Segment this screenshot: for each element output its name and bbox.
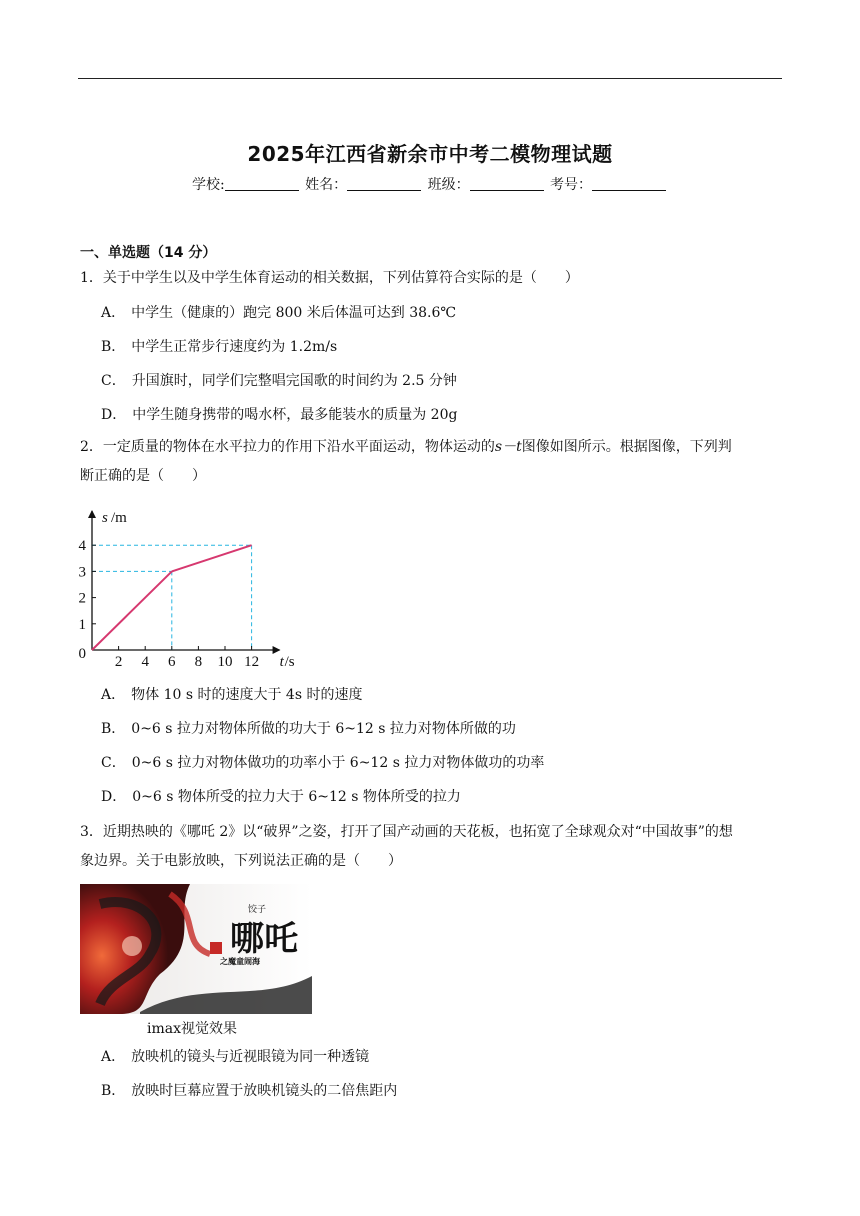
y-tick-label: 3 — [78, 564, 86, 581]
data-segment-1 — [172, 545, 252, 571]
x-tick-label: 12 — [244, 654, 260, 670]
option-text: 物体 10 s 时的速度大于 4s 时的速度 — [131, 687, 363, 703]
header-rule — [78, 78, 782, 79]
question-2-option-a — [101, 685, 362, 705]
option-letter: C． — [101, 755, 126, 771]
option-text: 放映机的镜头与近视眼镜为同一种透镜 — [131, 1049, 370, 1065]
poster-seal — [210, 942, 222, 954]
chart-layer — [79, 510, 295, 670]
question-2-option-b — [101, 719, 516, 739]
option-letter: D． — [101, 789, 127, 805]
question-1-option-a — [101, 303, 456, 323]
question-3-stem-line2: 象边界。关于电影放映，下列说法正确的是（ ） — [80, 853, 402, 869]
option-text: 0~6 s 拉力对物体所做的功大于 6~12 s 拉力对物体所做的功 — [131, 721, 516, 737]
option-text: 中学生（健康的）跑完 800 米后体温可达到 38.6℃ — [131, 305, 457, 321]
class-blank[interactable] — [470, 176, 544, 191]
y-axis-unit: /m — [111, 510, 127, 526]
poster-subtitle: 之魔童闹海 — [220, 957, 260, 966]
st-graph — [76, 502, 306, 672]
name-label: 姓名： — [305, 177, 348, 193]
question-2-stem-part1: 2．一定质量的物体在水平拉力的作用下沿水平面运动，物体运动的 — [80, 439, 495, 455]
question-2-option-d — [101, 787, 461, 807]
option-letter: B． — [101, 721, 126, 737]
question-2-stem-line2: 断正确的是（ ） — [80, 468, 206, 484]
school-label: 学校: — [191, 177, 225, 193]
section-title: 一、单选题（14 分） — [80, 245, 217, 261]
question-2-stem — [80, 433, 782, 491]
option-letter: B． — [101, 1083, 126, 1099]
class-label: 班级： — [427, 177, 470, 193]
name-blank[interactable] — [347, 176, 421, 191]
image-caption: imax视觉效果 — [147, 1021, 237, 1037]
question-1-option-b — [101, 337, 337, 357]
question-3-stem — [80, 818, 782, 876]
x-tick-label: 8 — [194, 654, 203, 670]
movie-poster-image — [80, 884, 312, 1014]
question-3-option-b — [101, 1081, 397, 1101]
option-letter: B． — [101, 339, 126, 355]
option-letter: C． — [101, 373, 126, 389]
poster-author: 饺子 — [248, 905, 267, 915]
exam-number-label: 考号： — [550, 177, 593, 193]
option-letter: A． — [101, 687, 126, 703]
question-3-option-a — [101, 1047, 369, 1067]
exam-number-blank[interactable] — [592, 176, 666, 191]
option-text: 中学生随身携带的喝水杯，最多能装水的质量为 20g — [132, 407, 458, 423]
poster-title: 哪吒 — [230, 919, 298, 959]
option-letter: D． — [101, 407, 127, 423]
question-1-stem: 1．关于中学生以及中学生体育运动的相关数据，下列估算符合实际的是（ ） — [80, 270, 579, 286]
school-blank[interactable] — [225, 176, 299, 191]
option-text: 升国旗时，同学们完整唱完国歌的时间约为 2.5 分钟 — [131, 373, 457, 389]
option-text: 放映时巨幕应置于放映机镜头的二倍焦距内 — [131, 1083, 398, 1099]
x-tick-label: 4 — [141, 654, 149, 670]
option-letter: A． — [101, 1049, 126, 1065]
y-tick-label: 2 — [78, 590, 86, 607]
x-tick-label: 2 — [114, 654, 123, 670]
option-text: 0~6 s 拉力对物体做功的功率小于 6~12 s 拉力对物体做功的功率 — [131, 755, 545, 771]
question-2-stem-part2: 图像如图所示。根据图像，下列判 — [521, 439, 732, 455]
question-1-option-d — [101, 405, 457, 425]
x-axis-unit: /s — [284, 654, 295, 670]
page-title: 2025年江西省新余市中考二模物理试题 — [247, 142, 613, 166]
question-2-stem-math: s－t — [494, 439, 522, 455]
poster-face — [122, 936, 142, 956]
y-tick-label: 1 — [78, 616, 86, 633]
origin-label: 0 — [78, 646, 86, 662]
student-info-line — [0, 174, 860, 194]
question-3-stem-line1: 3．近期热映的《哪吒 2》以“破界”之姿，打开了国产动画的天花板，也拓宽了全球观众对“中国故事”的想 — [80, 824, 733, 840]
x-tick-label: 10 — [217, 654, 233, 670]
data-segment-0 — [92, 571, 172, 650]
x-axis-variable: t — [279, 654, 284, 670]
question-2-option-c — [101, 753, 544, 773]
option-text: 0~6 s 物体所受的拉力大于 6~12 s 物体所受的拉力 — [132, 789, 461, 805]
x-tick-label: 6 — [168, 654, 176, 670]
y-axis-variable: s — [102, 510, 108, 526]
option-letter: A． — [101, 305, 126, 321]
question-1-option-c — [101, 371, 457, 391]
y-tick-label: 4 — [78, 538, 86, 555]
option-text: 中学生正常步行速度约为 1.2m/s — [131, 339, 338, 355]
